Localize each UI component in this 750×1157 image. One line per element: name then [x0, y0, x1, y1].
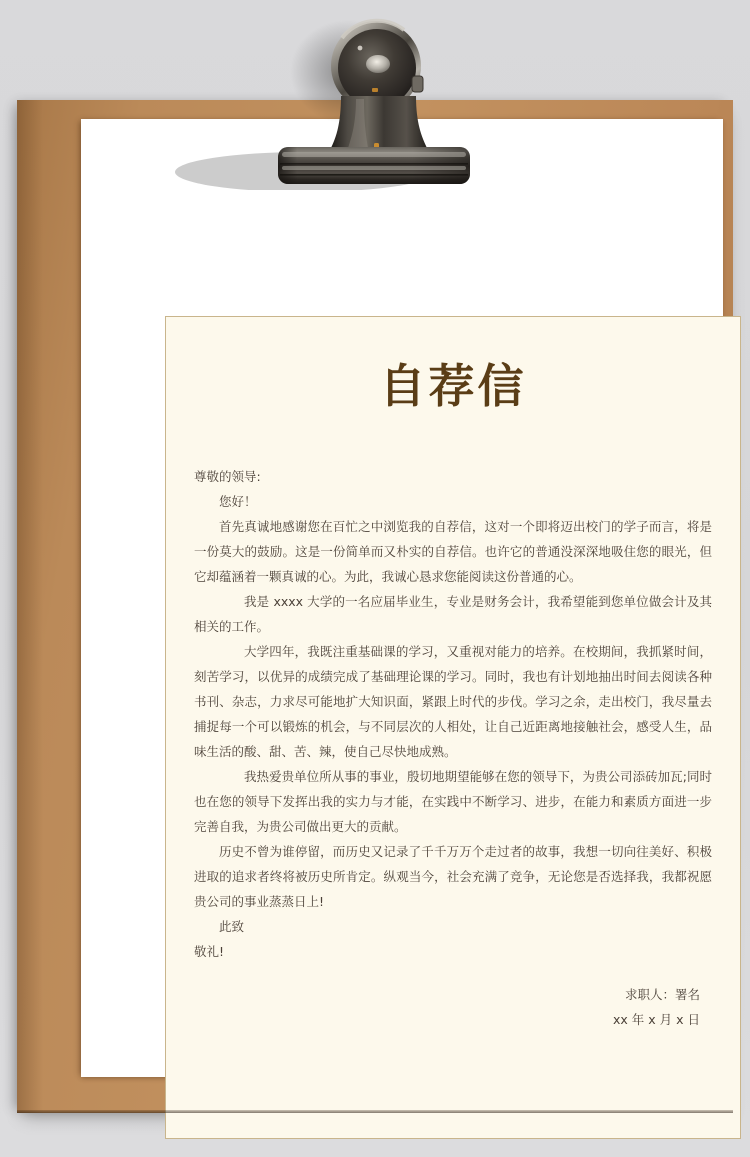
paragraph-aspiration: 我热爱贵单位所从事的事业，殷切地期望能够在您的领导下，为贵公司添砖加瓦;同时也在您的领导下发挥出我的实力与才能，在实践中不断学习、进步，在能力和素质方面进一步完善自我，为贵公司做出更大的贡献。	[194, 768, 712, 834]
clipboard-left-shading	[17, 100, 43, 1113]
signature-date: xx 年 x 月 x 日	[613, 1011, 700, 1027]
clip-head-face	[338, 29, 416, 107]
white-paper-sheet	[81, 119, 723, 1077]
clip-head-amber-reflection	[372, 88, 378, 92]
clip-head-hole	[366, 55, 390, 73]
cream-letter-sheet	[165, 316, 741, 1139]
signature-block	[194, 982, 712, 1032]
clip-head-highlight	[342, 21, 404, 38]
paragraph-education: 大学四年，我既注重基础课的学习，又重视对能力的培养。在校期间，我抓紧时间，刻苦学习，以优异的成绩完成了基础理论课的学习。同时，我也有计划地抽出时间去阅读各种书刊、杂志，力求尽可能地扩大知识面，紧跟上时代的步伐。学习之余，走出校门，我尽量去捕捉每一个可以锻炼的机会，与不同层次的人相处，让自己近距离地接触社会，感受人生，品味生活的酸、甜、苦、辣，使自己尽快地成熟。	[194, 643, 712, 759]
paragraph-introduction: 我是 xxxx 大学的一名应届毕业生，专业是财务会计，我希望能到您单位做会计及其相关的工作。	[194, 593, 712, 634]
salutation: 尊敬的领导:	[194, 468, 261, 484]
clip-side-lever	[412, 76, 423, 92]
closing-line-1: 此致	[219, 918, 245, 934]
paragraph-opening: 首先真诚地感谢您在百忙之中浏览我的自荐信，这对一个即将迈出校门的学子而言，将是一份莫大的鼓励。这是一份简单而又朴实的自荐信。也许它的普通没深深地吸住您的眼光，但它却蕴涵着一颗真诚的心。为此，我诚心恳求您能阅读这份普通的心。	[194, 518, 712, 584]
page-title: 自荐信	[379, 359, 527, 413]
clip-head-ring	[331, 21, 421, 111]
paragraph-conclusion: 历史不曾为谁停留，而历史又记录了千千万万个走过者的故事，我想一切向往美好、积极进取的追求者终将被历史所肯定。纵观当今，社会充满了竞争，无论您是否选择我，我都祝愿贵公司的事业蒸蒸日上!	[194, 843, 712, 909]
clipboard	[17, 100, 733, 1113]
clip-head-specular	[358, 46, 363, 51]
letter-body	[194, 464, 712, 964]
paragraph-greeting: 您好！	[219, 493, 257, 509]
letter-content	[166, 317, 740, 1138]
closing-line-2: 敬礼!	[194, 943, 225, 959]
signature-name: 求职人：署名	[624, 986, 700, 1002]
